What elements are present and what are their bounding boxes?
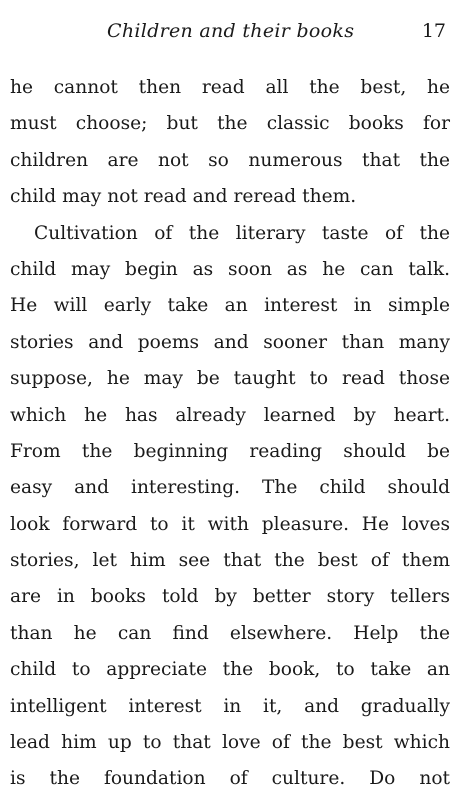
text-line: is the foundation of culture. Do not [10, 768, 450, 790]
text-line: child to appreciate the book, to take an [10, 659, 450, 681]
text-line: child may begin as soon as he can talk. [10, 258, 450, 280]
text-line: Cultivation of the literary taste of the [34, 222, 450, 244]
text-line: are in books told by better story tellers [10, 586, 450, 608]
running-title: Children and their books [107, 20, 355, 42]
text-line: must choose; but the classic books for [10, 113, 450, 135]
text-line: children are not so numerous that the [10, 149, 450, 171]
text-line: intelligent interest in it, and gradually [10, 695, 450, 717]
body-text [10, 74, 450, 802]
text-line: child may not read and reread them. [10, 186, 357, 208]
page-number: 17 [421, 20, 446, 42]
text-line: He will early take an interest in simple [10, 295, 450, 317]
text-line: From the beginning reading should be [10, 440, 450, 462]
text-line: lead him up to that love of the best which [10, 732, 450, 754]
text-line: look forward to it with pleasure. He loves [10, 513, 450, 535]
text-line: stories and poems and sooner than many [10, 331, 450, 353]
page-header [0, 20, 466, 46]
text-line: suppose, he may be taught to read those [10, 368, 450, 390]
text-line: he cannot then read all the best, he [10, 77, 450, 98]
text-line: stories, let him see that the best of them [10, 550, 450, 572]
text-line: which he has already learned by heart. [10, 404, 450, 426]
text-line: easy and interesting. The child should [10, 477, 450, 499]
text-line: than he can find elsewhere. Help the [10, 622, 450, 644]
